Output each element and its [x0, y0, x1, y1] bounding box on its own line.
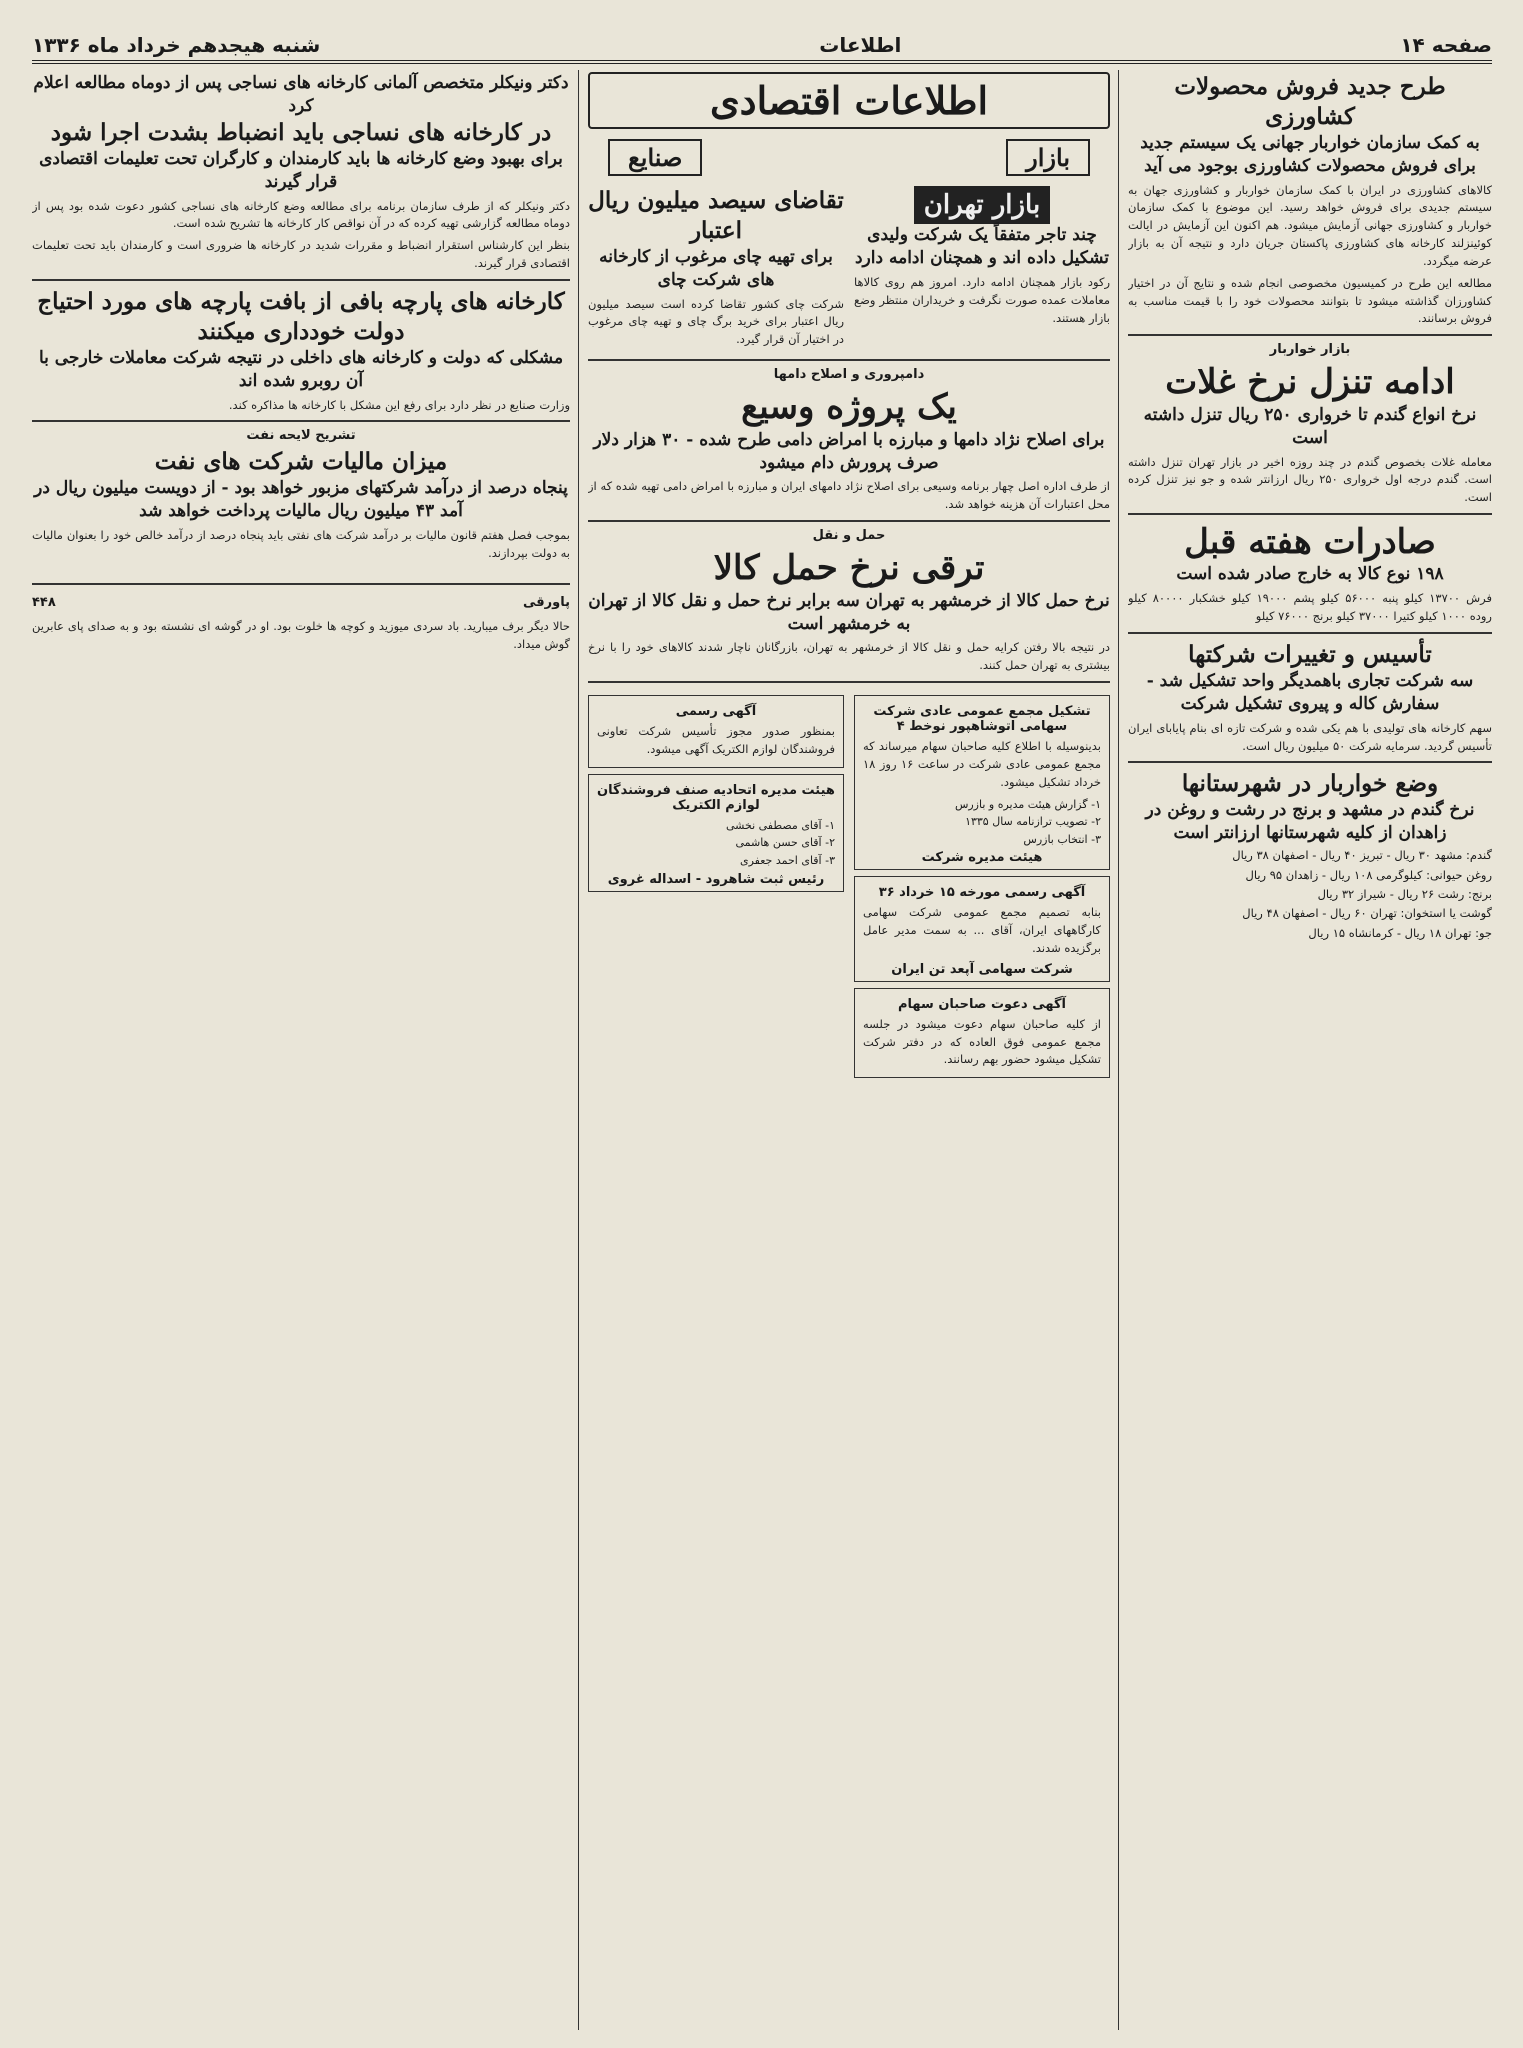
grain-body: معامله غلات بخصوص گندم در چند روزه اخیر در بازار تهران تنزل داشته است. گندم درجه اول خرواری ۲۵۰ ریال ارزانتر شده و جو نیز تنزل کرده است. — [1128, 454, 1492, 505]
grain-subhead: نرخ انواع گندم تا خرواری ۲۵۰ ریال تنزل داشته است — [1143, 404, 1477, 448]
exports-headline: صادرات هفته قبل — [1184, 521, 1436, 562]
textile-headline: در کارخانه های نساجی باید انضباط بشدت اجرا شود — [50, 118, 552, 146]
bazaar-headline: چند تاجر متفقاً یک شرکت ولیدی تشکیل داده اند و همچنان ادامه دارد — [854, 225, 1110, 268]
exports-subhead: ۱۹۸ نوع کالا به خارج صادر شده است — [1176, 564, 1444, 585]
tehran-bazaar-label: بازار تهران — [914, 186, 1050, 224]
transport-subhead: نرخ حمل کالا از خرمشهر به تهران سه برابر نرخ حمل و نقل کالا از تهران به خرمشهر است — [588, 590, 1110, 634]
oil-bill-label: تشریح لایحه نفت — [246, 428, 356, 444]
ad-notice — [588, 695, 844, 768]
ad-title: تشکیل مجمع عمومی عادی شرکت سهامی اتوشاهپور نوخط ۴ — [873, 704, 1091, 735]
ad-item: ۳- انتخاب بازرس — [1023, 832, 1101, 846]
bazaar-block — [854, 186, 1110, 353]
textile-subhead: برای بهبود وضع کارخانه ها باید کارمندان و کارگران تحت تعلیمات اقتصادی قرار گیرند — [39, 148, 563, 192]
ad-title: هیئت مدیره اتحادیه صنف فروشندگان لوازم الکتریک — [597, 782, 835, 813]
agri-body-1: کالاهای کشاورزی در ایران با کمک سازمان خواربار و کشاورزی جهان به سیستم جدیدی برای فروش خواهد رسید. این موضوع با کمک سازمان خواربار و کشاورزی جهانی آزمایش میشود. هم اکنون این آزمایش در ایالت کوئینزلند کارخانه های کشاورزی پاکستان جریان دارد و نتیجه آن به بازار عرضه میگردد. — [1128, 182, 1492, 268]
livestock-body: از طرف اداره اصل چهار برنامه وسیعی برای اصلاح نژاد دامهای ایران و مبارزه با امراض دامی تهیه شده که از محل اعتبارات آن هزینه خواهد شد. — [588, 479, 1110, 512]
bazaar-label: بازار — [1006, 139, 1090, 176]
issue-date: شنبه هیجدهم خرداد ماه ۱۳۳۶ — [32, 33, 321, 57]
ad-title: آگهی رسمی مورخه ۱۵ خرداد ۳۶ — [878, 885, 1086, 901]
ad-notice — [854, 876, 1110, 981]
industry-block — [588, 186, 844, 353]
companies-headline: تأسیس و تغییرات شرکتها — [1188, 641, 1432, 669]
section-title: اطلاعات اقتصادی — [588, 72, 1110, 129]
price-line: روغن حیوانی: کیلوگرمی ۱۰۸ ریال - زاهدان ۹۵ ریال — [1245, 867, 1492, 882]
ad-signature: رئیس ثبت شاهرود - اسداله غروی — [607, 871, 825, 887]
livestock-label: دامپروری و اصلاح دامها — [773, 367, 925, 383]
ad-item: ۲- تصویب ترازنامه سال ۱۳۳۵ — [965, 815, 1101, 829]
transport-body: در نتیجه بالا رفتن کرایه حمل و نقل کالا از خرمشهر به تهران، بازرگانان ناچار شدند کالاهای خود را با نرخ بیشتری به تهران حمل کنند. — [588, 640, 1110, 673]
serial-number: ۴۴۸ — [32, 594, 56, 610]
bazaar-body: رکود بازار همچنان ادامه دارد. امروز هم روی کالاها معاملات عمده صورت نگرفت و خریداران منتظر وضع بازار هستند. — [854, 274, 1110, 325]
masthead — [32, 30, 1492, 64]
oil-tax-body: بموجب فصل هفتم قانون مالیات بر درآمد شرکت های نفتی باید پنجاه درصد از درآمد خالص خود را بعنوان مالیات به دولت بپردازند. — [32, 528, 570, 560]
weaving-body: وزارت صنایع در نظر دارد برای رفع این مشکل با کارخانه ها مذاکره کند. — [228, 397, 570, 412]
weaving-headline: کارخانه های پارچه بافی از بافت پارچه های مورد احتیاج دولت خودداری میکنند — [37, 287, 565, 345]
price-line: گوشت یا استخوان: تهران ۶۰ ریال - اصفهان ۴۸ ریال — [1242, 906, 1492, 921]
agri-headline: طرح جدید فروش محصولات کشاورزی — [1174, 73, 1446, 130]
oil-tax-headline: میزان مالیات شرکت های نفت — [154, 448, 448, 476]
ad-title: آگهی رسمی — [675, 704, 757, 720]
price-line: جو: تهران ۱۸ ریال - کرمانشاه ۱۵ ریال — [1308, 925, 1492, 940]
companies-body: سهم کارخانه های تولیدی با هم یکی شده و شرکت تازه ای بنام پایابای ایران تأسیس گردید. سرمایه شرکت ۵۰ میلیون ریال است. — [1128, 720, 1492, 753]
livestock-headline: یک پروژه وسیع — [741, 387, 957, 428]
ad-body: بدینوسیله با اطلاع کلیه صاحبان سهام میرساند که مجمع عمومی عادی شرکت در ساعت ۱۶ روز ۱۸ خرداد تشکیل میشود. — [863, 739, 1101, 789]
ad-body: بنابه تصمیم مجمع عمومی شرکت سهامی کارگاههای ایران، آقای ... به سمت مدیر عامل برگزیده شدند. — [863, 905, 1101, 955]
agri-body-2: مطالعه این طرح در کمیسیون مخصوصی انجام شده و نتایج آن در اختیار کشاورزان گذاشته میشود تا بتوانند محصولات خود را با قیمت مناسب به فروش برسانند. — [1128, 275, 1492, 326]
ad-body: بمنظور صدور مجوز تأسیس شرکت تعاونی فروشندگان لوازم الکتریک آگهی میشود. — [597, 724, 835, 756]
price-line: برنج: رشت ۲۶ ریال - شیراز ۳۲ ریال — [1317, 886, 1492, 901]
industry-body: شرکت چای کشور تقاضا کرده است سیصد میلیون ریال اعتبار برای خرید برگ چای و تهیه چای مرغوب در اختیار آن قرار گیرد. — [588, 296, 844, 347]
livestock-subhead: برای اصلاح نژاد دامها و مبارزه با امراض دامی طرح شده - ۳۰ هزار دلار صرف پرورش دام میشود — [593, 429, 1105, 473]
ad-notice — [588, 774, 844, 892]
price-line: گندم: مشهد ۳۰ ریال - تبریز ۴۰ ریال - اصفهان ۳۸ ریال — [1232, 848, 1492, 863]
ad-signature: هیئت مدیره شرکت — [921, 850, 1043, 866]
ad-body: از کلیه صاحبان سهام دعوت میشود در جلسه مجمع عمومی فوق العاده که در دفتر شرکت تشکیل میشود حضور بهم رسانند. — [863, 1016, 1101, 1067]
serial-body: حالا دیگر برف میبارید. باد سردی میوزید و کوچه ها خلوت بود. او در گوشه ای نشسته بود و به صدای پای عابرین گوش میداد. — [32, 618, 570, 651]
agri-subhead: به کمک سازمان خواربار جهانی یک سیستم جدید برای فروش محصولات کشاورزی بوجود می آید — [1140, 132, 1480, 176]
ad-signature: شرکت سهامی آپعد تن ایران — [891, 961, 1073, 977]
provinces-headline: وضع خواربار در شهرستانها — [1181, 770, 1439, 798]
page-number: صفحه ۱۴ — [1400, 33, 1492, 57]
industry-label: صنایع — [608, 139, 702, 176]
ad-notice — [854, 695, 1110, 870]
provinces-subhead: نرخ گندم در مشهد و برنج در رشت و روغن در زاهدان از کلیه شهرستانها ارزانتر است — [1145, 800, 1475, 844]
ad-title: آگهی دعوت صاحبان سهام — [898, 996, 1066, 1012]
textile-body-1: دکتر ونیکلر که از طرف سازمان برنامه برای مطالعه وضع کارخانه های نساجی کشور دعوت شده بود پس از دوماه مطالعه گزارشی تهیه کرده که در آن نواقص کار کارخانه ها تشریح شده است. — [32, 198, 570, 231]
textile-kicker: دکتر ونیکلر متخصص آلمانی کارخانه های نساجی پس از دوماه مطالعه اعلام کرد — [33, 73, 569, 116]
serial-label: پاورقی — [523, 594, 570, 610]
textile-body-2: بنظر این کارشناس استقرار انضباط و مقررات شدید در کارخانه ها ضروری است و کارمندان باید تحت تعلیمات اقتصادی قرار گیرند. — [32, 238, 570, 271]
weaving-subhead: مشکلی که دولت و کارخانه های داخلی در نتیجه شرکت معاملات خارجی با آن روبرو شده اند — [38, 347, 564, 391]
right-column — [1128, 72, 1492, 2032]
paper-name: اطلاعات — [819, 33, 902, 57]
middle-column — [588, 72, 1110, 2032]
price-list — [1128, 846, 1492, 942]
industry-headline: تقاضای سیصد میلیون ریال اعتبار — [588, 187, 844, 244]
ad-item: ۲- آقای حسن هاشمی — [735, 836, 835, 850]
industry-subhead: برای تهیه چای مرغوب از کارخانه های شرکت چای — [599, 246, 833, 290]
companies-subhead: سه شرکت تجاری باهمدیگر واحد تشکیل شد - سفارش کاله و پیروی تشکیل شرکت — [1146, 670, 1474, 714]
ad-item: ۳- آقای احمد جعفری — [740, 853, 835, 867]
oil-tax-subhead: پنجاه درصد از درآمد شرکتهای مزبور خواهد بود - از دویست میلیون ریال در آمد ۴۳ میلیون ریال مالیات پرداخت خواهد شد — [34, 478, 568, 522]
ad-notice — [854, 988, 1110, 1078]
transport-headline: ترقی نرخ حمل کالا — [713, 548, 985, 589]
ad-item: ۱- آقای مصطفی نخشی — [726, 818, 835, 832]
left-column — [32, 72, 570, 2032]
ad-item: ۱- گزارش هیئت مدیره و بازرس — [954, 797, 1101, 811]
exports-body: فرش ۱۳۷۰۰ کیلو پنبه ۵۶۰۰۰ کیلو پشم ۱۹۰۰۰ کیلو خشکبار ۸۰۰۰۰ کیلو روده ۱۰۰۰ کیلو کتیرا ۳۷۰۰۰ کیلو برنج ۷۶۰۰۰ کیلو — [1128, 591, 1492, 624]
grain-headline: ادامه تنزل نرخ غلات — [1165, 362, 1455, 403]
bazaar-news-label: بازار خواربار — [1269, 342, 1351, 358]
transport-label: حمل و نقل — [812, 528, 886, 544]
